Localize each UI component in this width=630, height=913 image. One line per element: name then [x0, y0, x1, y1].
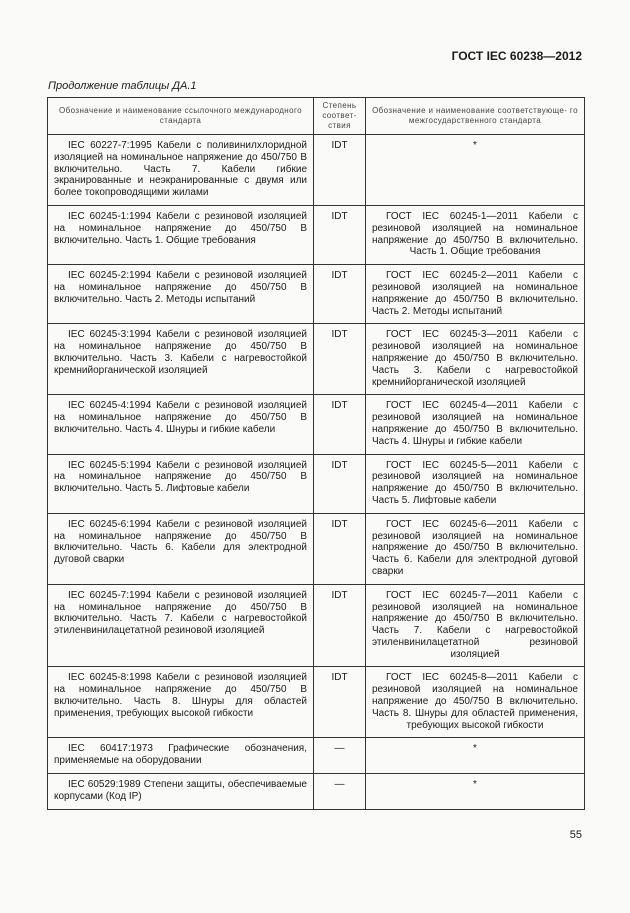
- header-international-standard: Обозначение и наименование ссылочного международного стандарта: [48, 98, 314, 135]
- document-code: ГОСТ IEC 60238—2012: [451, 49, 582, 63]
- interstate-standard-cell: ГОСТ IEC 60245-3—2011 Кабели с резиновой изоляцией на номинальное напряжение до 450/750 В включительно. Часть 3. Кабели с нагревостойкой кремнийорганической изоляцией: [366, 324, 585, 395]
- interstate-standard-cell: ГОСТ IEC 60245-4—2011 Кабели с резиновой изоляцией на номинальное напряжение до 450/750 В включительно. Часть 4. Шнуры и гибкие кабели: [366, 395, 585, 454]
- degree-cell: IDT: [314, 584, 366, 667]
- degree-cell: IDT: [314, 324, 366, 395]
- table-row: [48, 584, 585, 667]
- standards-table: [47, 97, 585, 810]
- degree-cell: IDT: [314, 454, 366, 513]
- table-row: [48, 667, 585, 738]
- degree-cell: IDT: [314, 513, 366, 584]
- international-standard-cell: IEC 60529:1989 Степени защиты, обеспечиваемые корпусами (Код IP): [48, 774, 314, 810]
- interstate-standard-cell: ГОСТ IEC 60245-1—2011 Кабели с резиновой изоляцией на номинальное напряжение до 450/750 В включительно. Часть 1. Общие требования: [366, 205, 585, 264]
- page-number: 55: [569, 829, 582, 841]
- international-standard-cell: IEC 60227-7:1995 Кабели с поливинилхлоридной изоляцией на номинальное напряжение до 450/750 В включительно. Часть 7. Кабели гибкие экранированные и неэкранированные с двумя или более токопроводящими жилами: [48, 135, 314, 206]
- interstate-standard-cell: ГОСТ IEC 60245-2—2011 Кабели с резиновой изоляцией на номинальное напряжение до 450/750 В включительно. Часть 2. Методы испытаний: [366, 265, 585, 324]
- degree-cell: —: [314, 774, 366, 810]
- degree-cell: IDT: [314, 135, 366, 206]
- interstate-standard-cell: ГОСТ IEC 60245-7—2011 Кабели с резиновой изоляцией на номинальное напряжение до 450/750 В включительно. Часть 7. Кабели с нагревостойкой этиленвинилацетатной резиновой изоляцией: [366, 584, 585, 667]
- degree-cell: IDT: [314, 265, 366, 324]
- degree-cell: —: [314, 738, 366, 774]
- international-standard-cell: IEC 60245-7:1994 Кабели с резиновой изоляцией на номинальное напряжение до 450/750 В включительно. Часть 7. Кабели с нагревостойкой этиленвинилацетатной резиновой изоляцией: [48, 584, 314, 667]
- degree-cell: IDT: [314, 205, 366, 264]
- table-row: [48, 324, 585, 395]
- interstate-standard-cell: ГОСТ IEC 60245-8—2011 Кабели с резиновой изоляцией на номинальное напряжение до 450/750 В включительно. Часть 8. Шнуры для областей применения, требующих высокой гибкости: [366, 667, 585, 738]
- header-interstate-standard: Обозначение и наименование соответствующе- го межгосударственного стандарта: [366, 98, 585, 135]
- table-caption: Продолжение таблицы ДА.1: [48, 80, 197, 92]
- table-header-row: [48, 98, 585, 135]
- interstate-standard-cell: ГОСТ IEC 60245-5—2011 Кабели с резиновой изоляцией на номинальное напряжение до 450/750 В включительно. Часть 5. Лифтовые кабели: [366, 454, 585, 513]
- degree-cell: IDT: [314, 395, 366, 454]
- interstate-standard-cell: ГОСТ IEC 60245-6—2011 Кабели с резиновой изоляцией на номинальное напряжение до 450/750 В включительно. Часть 6. Кабели для электродной дуговой сварки: [366, 513, 585, 584]
- international-standard-cell: IEC 60245-2:1994 Кабели с резиновой изоляцией на номинальное напряжение до 450/750 В включительно. Часть 2. Методы испытаний: [48, 265, 314, 324]
- table-row: [48, 738, 585, 774]
- international-standard-cell: IEC 60245-1:1994 Кабели с резиновой изоляцией на номинальное напряжение до 450/750 В включительно. Часть 1. Общие требования: [48, 205, 314, 264]
- international-standard-cell: IEC 60245-4:1994 Кабели с резиновой изоляцией на номинальное напряжение до 450/750 В включительно. Часть 4. Шнуры и гибкие кабели: [48, 395, 314, 454]
- international-standard-cell: IEC 60245-6:1994 Кабели с резиновой изоляцией на номинальное напряжение до 450/750 В включительно. Часть 6. Кабели для электродной дуговой сварки: [48, 513, 314, 584]
- table-row: [48, 265, 585, 324]
- degree-cell: IDT: [314, 667, 366, 738]
- table-row: [48, 454, 585, 513]
- international-standard-cell: IEC 60417:1973 Графические обозначения, применяемые на оборудовании: [48, 738, 314, 774]
- international-standard-cell: IEC 60245-8:1998 Кабели с резиновой изоляцией на номинальное напряжение до 450/750 В включительно. Часть 8. Шнуры для областей применения, требующих высокой гибкости: [48, 667, 314, 738]
- table-row: [48, 135, 585, 206]
- table-row: [48, 774, 585, 810]
- international-standard-cell: IEC 60245-5:1994 Кабели с резиновой изоляцией на номинальное напряжение до 450/750 В включительно. Часть 5. Лифтовые кабели: [48, 454, 314, 513]
- interstate-standard-cell: *: [366, 135, 585, 206]
- international-standard-cell: IEC 60245-3:1994 Кабели с резиновой изоляцией на номинальное напряжение до 450/750 В включительно. Часть 3. Кабели с нагревостойкой кремнийорганической изоляцией: [48, 324, 314, 395]
- table-row: [48, 395, 585, 454]
- header-degree: Степень соответ- ствия: [314, 98, 366, 135]
- interstate-standard-cell: *: [366, 774, 585, 810]
- interstate-standard-cell: *: [366, 738, 585, 774]
- table-row: [48, 205, 585, 264]
- table-row: [48, 513, 585, 584]
